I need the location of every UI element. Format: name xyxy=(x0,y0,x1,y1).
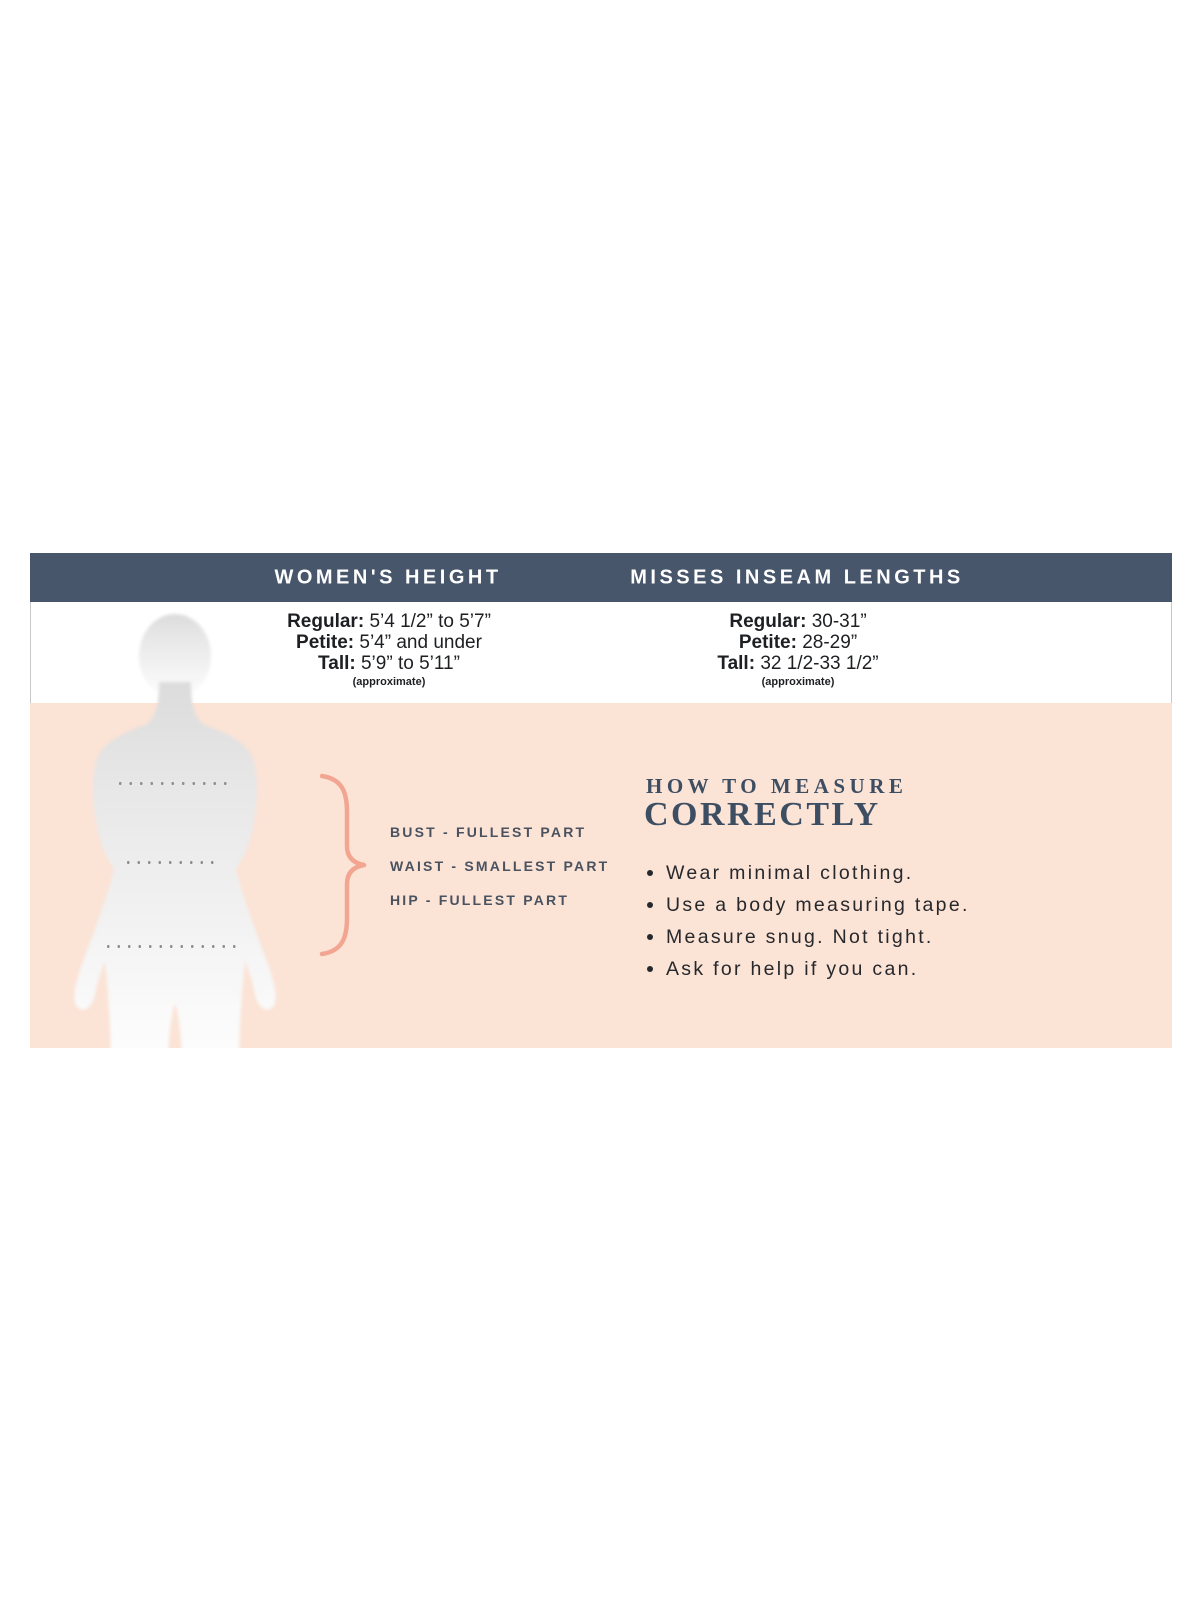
bullet-dot-icon xyxy=(647,870,653,876)
bullet-dot-icon xyxy=(647,902,653,908)
measurement-brace xyxy=(318,772,370,958)
bullet-dot-icon xyxy=(647,934,653,940)
spec-label: Petite: xyxy=(738,632,797,653)
inseam-specs xyxy=(717,611,878,688)
correctly-heading: CORRECTLY xyxy=(644,796,881,833)
bust-dotted-line xyxy=(115,782,228,785)
spec-label: Tall: xyxy=(318,653,356,674)
spec-label: Regular: xyxy=(287,611,365,632)
measure-label-hip: HIP - FULLEST PART xyxy=(390,892,570,908)
spec-label: Regular: xyxy=(729,611,807,632)
silhouette-body xyxy=(74,682,275,1048)
column-header-misses-inseam: MISSES INSEAM LENGTHS xyxy=(630,566,964,588)
spec-label: Tall: xyxy=(717,653,756,674)
tip-item xyxy=(647,953,970,985)
spec-row xyxy=(717,653,878,674)
tip-item xyxy=(647,889,970,921)
tip-text: Use a body measuring tape. xyxy=(666,893,970,916)
measure-label-bust: BUST - FULLEST PART xyxy=(390,824,587,840)
spec-value: 32 1/2-33 1/2” xyxy=(760,653,879,674)
tip-item xyxy=(647,921,970,953)
spec-value: 5’9” to 5’11” xyxy=(360,653,460,674)
body-silhouette-image xyxy=(40,612,320,1048)
how-to-measure-heading: HOW TO MEASURE xyxy=(646,774,908,798)
spec-value: 5’4 1/2” to 5’7” xyxy=(369,611,491,632)
waist-dotted-line xyxy=(123,861,220,864)
approximate-note: (approximate) xyxy=(761,676,835,688)
spec-value: 30-31” xyxy=(811,611,867,632)
spec-value: 5’4” and under xyxy=(359,632,482,653)
tip-text: Wear minimal clothing. xyxy=(666,861,914,884)
hip-dotted-line xyxy=(103,945,243,948)
header-bar xyxy=(30,553,1172,602)
size-guide-infographic xyxy=(30,553,1172,1048)
approximate-note: (approximate) xyxy=(352,676,426,688)
tip-item xyxy=(647,857,970,889)
spec-value: 28-29” xyxy=(802,632,858,653)
spec-row xyxy=(717,632,878,653)
tip-text: Measure snug. Not tight. xyxy=(666,925,934,948)
measure-label-waist: WAIST - SMALLEST PART xyxy=(390,858,610,874)
bullet-dot-icon xyxy=(647,966,653,972)
column-header-womens-height: WOMEN'S HEIGHT xyxy=(274,566,502,588)
measure-tips-list xyxy=(647,857,970,985)
spec-row xyxy=(717,611,878,632)
spec-label: Petite: xyxy=(296,632,355,653)
tip-text: Ask for help if you can. xyxy=(666,957,919,980)
